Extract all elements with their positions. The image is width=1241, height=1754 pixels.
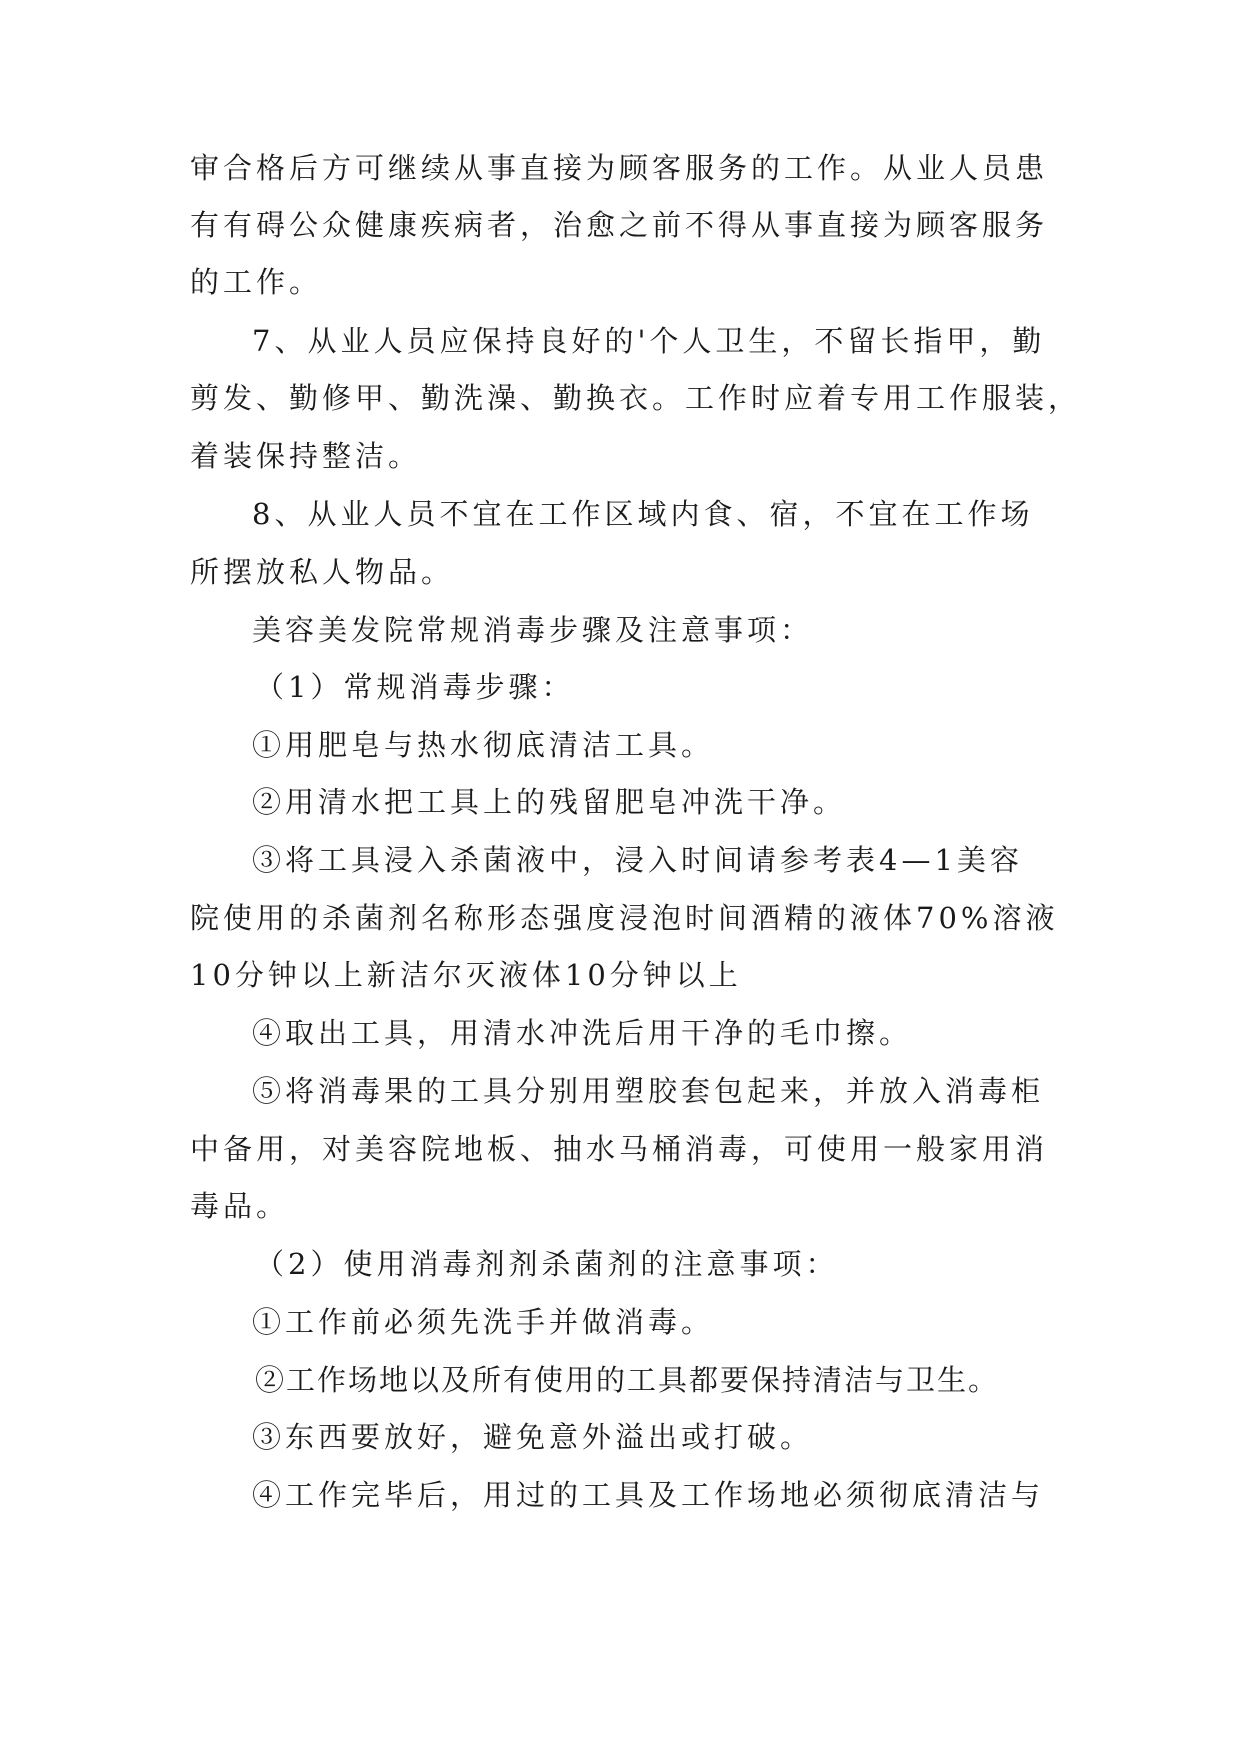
text-line: 的工作。 — [190, 265, 323, 299]
text-line: ④取出工具，用清水冲洗后用干净的毛巾擦。 — [252, 1016, 913, 1050]
text-line: 着装保持整洁。 — [190, 439, 422, 473]
text-line: （1）常规消毒步骤： — [255, 670, 575, 704]
text-line: 所摆放私人物品。 — [190, 555, 455, 589]
text-line: 院使用的杀菌剂名称形态强度浸泡时间酒精的液体70%溶液 — [190, 901, 1059, 935]
text-line: 审合格后方可继续从事直接为顾客服务的工作。从业人员患 — [190, 151, 1049, 185]
text-line: ②用清水把工具上的残留肥皂冲洗干净。 — [252, 785, 847, 819]
text-line: 有有碍公众健康疾病者，治愈之前不得从事直接为顾客服务 — [190, 208, 1049, 242]
text-line: ⑤将消毒果的工具分别用塑胶套包起来，并放入消毒柜 — [252, 1074, 1045, 1108]
text-line: ④工作完毕后，用过的工具及工作场地必须彻底清洁与 — [252, 1478, 1045, 1512]
text-line: ①用肥皂与热水彻底清洁工具。 — [252, 728, 715, 762]
text-line: （2）使用消毒剂剂杀菌剂的注意事项： — [255, 1247, 839, 1281]
text-line: 剪发、勤修甲、勤洗澡、勤换衣。工作时应着专用工作服装， — [190, 381, 1082, 415]
text-line: 8、从业人员不宜在工作区域内食、宿，不宜在工作场 — [252, 497, 1034, 531]
text-line: 中备用，对美容院地板、抽水马桶消毒，可使用一般家用消 — [190, 1132, 1049, 1166]
text-line: ③将工具浸入杀菌液中，浸入时间请参考表4—1美容 — [252, 843, 1023, 877]
text-line: 美容美发院常规消毒步骤及注意事项： — [252, 613, 814, 647]
text-line: 10分钟以上新洁尔灭液体10分钟以上 — [190, 958, 742, 992]
text-line: ①工作前必须先洗手并做消毒。 — [252, 1305, 715, 1339]
text-line: ③东西要放好，避免意外溢出或打破。 — [252, 1420, 814, 1454]
text-line: 7、从业人员应保持良好的'个人卫生，不留长指甲，勤 — [252, 324, 1046, 358]
text-line: ②工作场地以及所有使用的工具都要保持清洁与卫生。 — [255, 1363, 1000, 1397]
text-line: 毒品。 — [190, 1189, 290, 1223]
